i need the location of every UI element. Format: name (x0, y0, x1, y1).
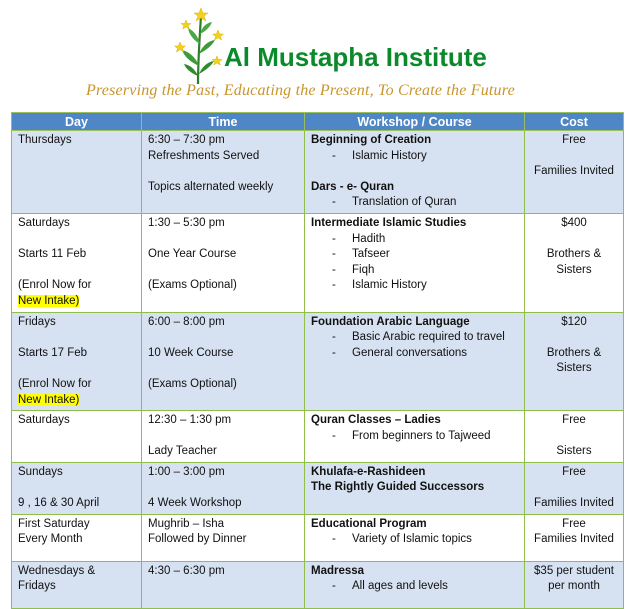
flowering-branch-logo-icon (168, 6, 226, 84)
cost-cell-line: $35 per student (534, 564, 614, 577)
cost-cell-line: per month (548, 580, 600, 593)
time-cell-line: Mughrib – Isha (148, 517, 225, 530)
day-cell-line: (Enrol Now for (18, 279, 92, 292)
cost-cell-line: Families Invited (534, 165, 614, 178)
cost-cell (525, 462, 624, 514)
course-topic-text: All ages and levels (352, 580, 448, 593)
course-cell (305, 131, 525, 214)
column-header-cost: Cost (525, 113, 624, 131)
day-cell-line (18, 294, 136, 310)
page-header (0, 0, 634, 112)
column-header-course: Workshop / Course (305, 113, 525, 131)
cost-cell-line: Free (562, 517, 586, 530)
cost-cell-line (527, 149, 621, 165)
time-cell-line: 4:30 – 6:30 pm (148, 564, 225, 577)
course-cell (305, 312, 525, 411)
time-cell (142, 514, 305, 561)
time-cell-line (148, 330, 299, 346)
day-cell-line (18, 361, 136, 377)
cost-cell-line: Free (562, 134, 586, 146)
course-title: Quran Classes – Ladies (311, 414, 441, 427)
course-title: Beginning of Creation (311, 134, 432, 146)
time-cell-line (148, 232, 299, 248)
course-topic (311, 330, 519, 346)
course-topic-text: Variety of Islamic topics (352, 533, 472, 546)
day-cell-line: Saturdays (18, 414, 70, 427)
course-topic (311, 429, 519, 445)
day-cell (12, 462, 142, 514)
day-cell-line: Fridays (18, 315, 56, 328)
course-topic-text: From beginners to Tajweed (352, 429, 491, 442)
day-cell (12, 411, 142, 463)
spacer (311, 164, 519, 180)
day-cell (12, 131, 142, 214)
course-topic (311, 278, 519, 294)
bullet-dash: - (332, 149, 336, 162)
course-topic-text: Translation of Quran (352, 196, 457, 209)
cost-cell-line: $400 (561, 216, 587, 229)
course-title: Dars - e- Quran (311, 180, 395, 193)
course-title: Madressa (311, 564, 365, 577)
cost-cell-line: $120 (561, 315, 587, 328)
cost-cell-line: Brothers & (546, 346, 602, 359)
day-cell-line (18, 330, 136, 346)
day-cell-line (18, 480, 136, 496)
day-cell-line: Every Month (18, 533, 83, 546)
cost-cell-line (527, 480, 621, 496)
enrol-highlight: New Intake) (18, 393, 80, 406)
course-topic (311, 149, 519, 165)
day-cell-line (18, 232, 136, 248)
course-title: Foundation Arabic Language (311, 315, 470, 328)
course-topic (311, 263, 519, 279)
course-title: Intermediate Islamic Studies (311, 216, 467, 229)
course-cell (305, 411, 525, 463)
time-cell-line: (Exams Optional) (148, 279, 237, 292)
cost-cell (525, 514, 624, 561)
bullet-dash: - (332, 263, 336, 276)
cost-cell-line (527, 330, 621, 346)
course-cell (305, 213, 525, 312)
course-topic (311, 579, 519, 595)
course-title: Educational Program (311, 517, 427, 530)
table-row (12, 213, 624, 312)
course-topic-text: Basic Arabic required to travel (352, 331, 505, 344)
course-topic (311, 532, 519, 548)
time-cell-line: Lady Teacher (148, 445, 217, 458)
course-cell (305, 462, 525, 514)
column-header-time: Time (142, 113, 305, 131)
time-cell (142, 213, 305, 312)
time-cell-line (148, 480, 299, 496)
time-cell (142, 462, 305, 514)
cost-cell (525, 312, 624, 411)
course-title: The Rightly Guided Successors (311, 481, 485, 494)
course-topic (311, 232, 519, 248)
day-cell-line: Starts 11 Feb (18, 248, 87, 261)
column-header-day: Day (12, 113, 142, 131)
cost-cell (525, 561, 624, 608)
time-cell-line: 6:30 – 7:30 pm (148, 134, 225, 146)
tagline: Preserving the Past, Educating the Present, To Create the Future (86, 82, 515, 99)
time-cell-line (148, 164, 299, 180)
cost-cell-line: Free (562, 465, 586, 478)
course-title: Khulafa-e-Rashideen (311, 465, 426, 478)
time-cell-line: 4 Week Workshop (148, 497, 242, 510)
course-topic-text: Hadith (352, 232, 386, 245)
time-cell-line: 1:00 – 3:00 pm (148, 465, 225, 478)
cost-cell-line (527, 232, 621, 248)
time-cell-line (148, 263, 299, 279)
cost-cell (525, 213, 624, 312)
course-topic (311, 346, 519, 362)
page-title: Al Mustapha Institute (224, 42, 487, 72)
day-cell-line: First Saturday (18, 517, 90, 530)
time-cell-line: 10 Week Course (148, 346, 234, 359)
course-cell (305, 561, 525, 608)
cost-cell-line: Sisters (556, 263, 592, 276)
day-cell (12, 561, 142, 608)
bullet-dash: - (332, 279, 336, 292)
bullet-dash: - (332, 232, 336, 245)
course-topic (311, 247, 519, 263)
cost-cell-line: Sisters (556, 445, 592, 458)
time-cell-line: 1:30 – 5:30 pm (148, 216, 225, 229)
course-cell (305, 514, 525, 561)
schedule-table (11, 112, 624, 609)
cost-cell-line: Free (562, 414, 586, 427)
cost-cell (525, 411, 624, 463)
day-cell-line: Starts 17 Feb (18, 346, 88, 359)
day-cell-line: Saturdays (18, 216, 70, 229)
bullet-dash: - (332, 346, 336, 359)
day-cell-line: Sundays (18, 465, 63, 478)
course-topic-text: Fiqh (352, 263, 375, 276)
table-row (12, 514, 624, 561)
time-cell-line: One Year Course (148, 248, 237, 261)
time-cell (142, 411, 305, 463)
time-cell (142, 312, 305, 411)
day-cell (12, 213, 142, 312)
time-cell-line: 6:00 – 8:00 pm (148, 315, 225, 328)
table-row (12, 312, 624, 411)
cost-cell-line: Families Invited (534, 533, 614, 546)
bullet-dash: - (332, 580, 336, 593)
day-cell-line (18, 393, 136, 409)
bullet-dash: - (332, 196, 336, 209)
bullet-dash: - (332, 533, 336, 546)
cost-cell-line: Brothers & (546, 248, 602, 261)
cost-cell-line: Families Invited (534, 497, 614, 510)
course-topic-text: Tafseer (352, 248, 390, 261)
table-row (12, 131, 624, 214)
cost-cell (525, 131, 624, 214)
table-row (12, 561, 624, 608)
time-cell-line: Refreshments Served (148, 149, 260, 162)
day-cell (12, 312, 142, 411)
day-cell-line: (Enrol Now for (18, 377, 92, 390)
course-topic-text: General conversations (352, 346, 468, 359)
cost-cell-line: Sisters (556, 362, 592, 375)
day-cell-line: Thursdays (18, 134, 72, 146)
day-cell (12, 514, 142, 561)
time-cell-line: Topics alternated weekly (148, 180, 274, 193)
cost-cell-line (527, 429, 621, 445)
bullet-dash: - (332, 248, 336, 261)
course-topic-text: Islamic History (352, 149, 427, 162)
table-row (12, 462, 624, 514)
time-cell (142, 561, 305, 608)
table-row (12, 411, 624, 463)
time-cell-line (148, 429, 299, 445)
time-cell-line: Followed by Dinner (148, 533, 247, 546)
time-cell (142, 131, 305, 214)
bullet-dash: - (332, 331, 336, 344)
day-cell-line: 9 , 16 & 30 April (18, 497, 100, 510)
day-cell-line (18, 263, 136, 279)
bullet-dash: - (332, 429, 336, 442)
enrol-highlight: New Intake) (18, 294, 80, 307)
table-header-row (12, 113, 624, 131)
time-cell-line: 12:30 – 1:30 pm (148, 414, 232, 427)
day-cell-line: Wednesdays & Fridays (18, 564, 96, 593)
time-cell-line: (Exams Optional) (148, 377, 237, 390)
course-topic-text: Islamic History (352, 279, 427, 292)
time-cell-line (148, 361, 299, 377)
course-topic (311, 195, 519, 211)
